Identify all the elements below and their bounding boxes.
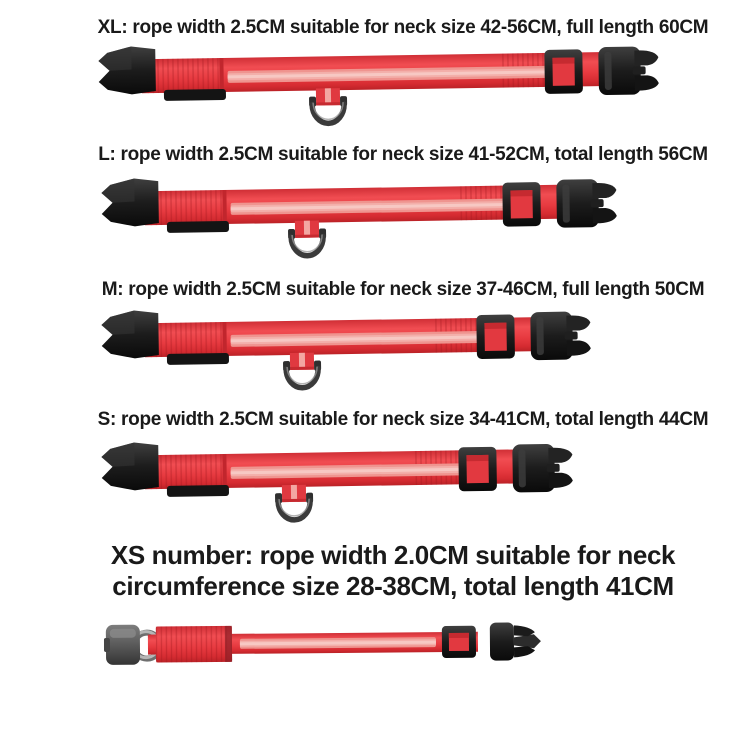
strap-keeper bbox=[164, 89, 226, 101]
collar-photo-l bbox=[98, 168, 620, 286]
xs-caption-line-1: XS number: rope width 2.0CM suitable for neck bbox=[110, 540, 676, 570]
collar-graphic bbox=[104, 608, 542, 684]
size-caption-l: L: rope width 2.5CM suitable for neck size 41-52CM, total length 56CM bbox=[98, 144, 708, 165]
collar-graphic bbox=[95, 35, 662, 149]
size-caption-xs bbox=[0, 540, 750, 602]
strap-keeper bbox=[167, 485, 229, 497]
collar-graphic bbox=[98, 433, 576, 545]
collar-graphic bbox=[98, 168, 620, 281]
size-caption-m: M: rope width 2.5CM suitable for neck size 37-46CM, full length 50CM bbox=[101, 279, 705, 300]
collar-photo-s bbox=[98, 433, 576, 550]
collar-photo-m bbox=[98, 300, 594, 418]
strap-keeper bbox=[167, 221, 229, 233]
collar-graphic bbox=[98, 300, 594, 413]
size-caption-xl: XL: rope width 2.5CM suitable for neck size 42-56CM, full length 60CM bbox=[97, 17, 709, 38]
xs-caption-line-2: circumference size 28-38CM, total length 41CM bbox=[112, 571, 674, 601]
collar-photo-xl bbox=[95, 35, 662, 154]
strap-keeper bbox=[167, 353, 229, 365]
right-buckle bbox=[490, 622, 514, 660]
size-caption-s: S: rope width 2.5CM suitable for neck size 34-41CM, total length 44CM bbox=[97, 409, 709, 430]
collar-photo-xs bbox=[104, 608, 542, 689]
